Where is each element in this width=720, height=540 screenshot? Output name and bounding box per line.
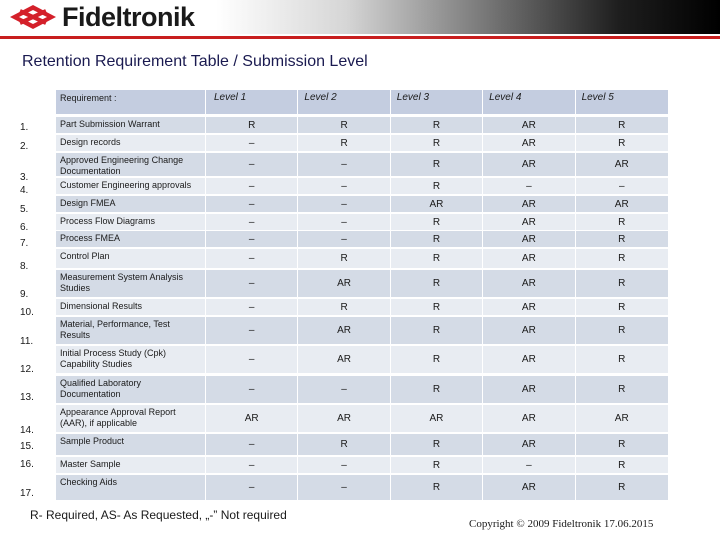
level-4-cell: AR bbox=[483, 196, 575, 212]
level-2-cell: – bbox=[298, 457, 390, 473]
row-number: 6. bbox=[20, 222, 29, 233]
level-2-cell: – bbox=[298, 475, 390, 500]
table-row bbox=[56, 345, 668, 373]
level-1-cell: – bbox=[206, 475, 298, 500]
level-5-cell: R bbox=[618, 354, 626, 365]
level-3-cell: R bbox=[391, 475, 483, 500]
level-1-cell: – bbox=[206, 231, 298, 247]
table-row bbox=[56, 298, 668, 315]
row-number: 15. bbox=[20, 441, 34, 452]
requirement-cell: Measurement System Analysis Studies bbox=[56, 270, 206, 297]
level-5-cell: R bbox=[618, 301, 626, 313]
level-2-cell: AR bbox=[298, 317, 390, 344]
level-5-cell: AR bbox=[614, 198, 629, 210]
level-1-cell: – bbox=[206, 153, 298, 176]
table-row bbox=[56, 152, 668, 176]
level-2-cell: R bbox=[298, 434, 390, 455]
level-5-cell: R bbox=[618, 137, 626, 149]
requirement-cell: Master Sample bbox=[56, 457, 206, 473]
level-2-cell: – bbox=[298, 214, 390, 230]
level-2-cell: – bbox=[298, 231, 390, 247]
level-3-cell: R bbox=[391, 249, 483, 268]
level-4-cell: – bbox=[483, 457, 575, 473]
level-3-cell: R bbox=[391, 231, 483, 247]
row-number: 2. bbox=[20, 141, 29, 152]
level-5-cell: AR bbox=[614, 413, 629, 424]
level-2-cell: – bbox=[298, 376, 390, 403]
row-number: 16. bbox=[20, 459, 34, 470]
level-5-cell: R bbox=[618, 278, 626, 289]
level-3-cell: R bbox=[391, 270, 483, 297]
legend-text: R- Required, AS- As Requested, „-” Not required bbox=[30, 508, 287, 522]
level-3-cell: AR bbox=[391, 196, 483, 212]
level-2-cell: R bbox=[298, 117, 390, 133]
requirement-cell: Dimensional Results bbox=[56, 299, 206, 315]
level-header: Level 3 bbox=[391, 90, 483, 114]
level-4-cell: AR bbox=[483, 270, 575, 297]
header-divider bbox=[0, 36, 720, 39]
level-1-cell: – bbox=[206, 214, 298, 230]
level-4-cell: – bbox=[483, 178, 575, 194]
level-4-cell: AR bbox=[483, 135, 575, 151]
level-5-cell: – bbox=[618, 180, 625, 192]
level-3-cell: R bbox=[391, 153, 483, 176]
row-number: 8. bbox=[20, 261, 29, 272]
level-2-cell: AR bbox=[298, 346, 390, 373]
level-2-cell: R bbox=[298, 299, 390, 315]
requirement-cell: Initial Process Study (Cpk) Capability Studies bbox=[56, 346, 206, 373]
level-5-cell: R bbox=[618, 119, 626, 131]
level-3-cell: R bbox=[391, 135, 483, 151]
level-5-cell: R bbox=[618, 439, 626, 450]
level-2-cell: AR bbox=[298, 270, 390, 297]
requirement-cell: Sample Product bbox=[56, 434, 206, 455]
level-2-cell: R bbox=[298, 135, 390, 151]
requirement-cell: Appearance Approval Report (AAR), if applicable bbox=[56, 405, 206, 432]
level-5-cell: R bbox=[618, 459, 626, 471]
level-3-cell: R bbox=[391, 117, 483, 133]
row-number: 14. bbox=[20, 425, 34, 436]
level-1-cell: – bbox=[206, 346, 298, 373]
row-number: 17. bbox=[20, 488, 34, 499]
level-3-cell: R bbox=[391, 457, 483, 473]
row-number: 9. bbox=[20, 289, 29, 300]
table-row bbox=[56, 474, 668, 500]
row-number: 1. bbox=[20, 122, 29, 133]
requirement-cell: Qualified Laboratory Documentation bbox=[56, 376, 206, 403]
table-row bbox=[56, 116, 668, 133]
table-row bbox=[56, 248, 668, 268]
level-1-cell: – bbox=[206, 135, 298, 151]
level-5-cell: AR bbox=[614, 159, 629, 170]
table-row bbox=[56, 375, 668, 403]
level-3-cell: R bbox=[391, 299, 483, 315]
table-row bbox=[56, 433, 668, 455]
level-1-cell: – bbox=[206, 434, 298, 455]
requirement-cell: Control Plan bbox=[56, 249, 206, 268]
level-2-cell: – bbox=[298, 178, 390, 194]
level-1-cell: – bbox=[206, 457, 298, 473]
page-title: Retention Requirement Table / Submission Level bbox=[22, 53, 368, 70]
table-row bbox=[56, 404, 668, 432]
level-2-cell: R bbox=[298, 249, 390, 268]
level-3-cell: R bbox=[391, 376, 483, 403]
requirement-cell: Customer Engineering approvals bbox=[56, 178, 206, 194]
level-4-cell: AR bbox=[483, 434, 575, 455]
requirement-header: Requirement : bbox=[56, 90, 206, 114]
table-row bbox=[56, 230, 668, 247]
level-1-cell: – bbox=[206, 317, 298, 344]
brand-name: Fideltronik bbox=[62, 2, 195, 32]
level-3-cell: R bbox=[391, 178, 483, 194]
level-3-cell: R bbox=[391, 214, 483, 230]
level-5-cell: R bbox=[618, 482, 626, 493]
level-3-cell: R bbox=[391, 317, 483, 344]
level-4-cell: AR bbox=[483, 214, 575, 230]
requirement-cell: Material, Performance, Test Results bbox=[56, 317, 206, 344]
level-4-cell: AR bbox=[483, 231, 575, 247]
level-2-cell: – bbox=[298, 153, 390, 176]
level-3-cell: AR bbox=[391, 405, 483, 432]
requirement-cell: Design FMEA bbox=[56, 196, 206, 212]
requirement-cell: Part Submission Warrant bbox=[56, 117, 206, 133]
copyright-text: Copyright © 2009 Fideltronik 17.06.2015 bbox=[469, 518, 654, 530]
level-1-cell: – bbox=[206, 249, 298, 268]
requirement-cell: Approved Engineering Change Documentation bbox=[56, 153, 206, 176]
level-3-cell: R bbox=[391, 434, 483, 455]
table-row bbox=[56, 269, 668, 297]
level-4-cell: AR bbox=[483, 475, 575, 500]
requirement-cell: Process FMEA bbox=[56, 231, 206, 247]
level-header: Level 1 bbox=[206, 90, 298, 114]
row-number: 13. bbox=[20, 392, 34, 403]
header-bar bbox=[0, 0, 720, 34]
row-number-column bbox=[0, 0, 56, 540]
level-5-cell: R bbox=[618, 253, 626, 264]
level-5-cell: R bbox=[618, 216, 626, 228]
level-1-cell: – bbox=[206, 376, 298, 403]
level-2-cell: AR bbox=[298, 405, 390, 432]
level-5-cell: R bbox=[618, 233, 626, 245]
table-row bbox=[56, 177, 668, 194]
table-row bbox=[56, 456, 668, 473]
requirement-cell: Checking Aids bbox=[56, 475, 206, 500]
level-4-cell: AR bbox=[483, 317, 575, 344]
level-header: Level 2 bbox=[298, 90, 390, 114]
row-number: 3. bbox=[20, 172, 29, 183]
level-5-cell: R bbox=[618, 325, 626, 336]
row-number: 10. bbox=[20, 307, 34, 318]
row-number: 5. bbox=[20, 204, 29, 215]
row-number: 4. bbox=[20, 185, 29, 196]
requirement-cell: Design records bbox=[56, 135, 206, 151]
level-1-cell: – bbox=[206, 299, 298, 315]
table-row bbox=[56, 213, 668, 230]
level-1-cell: AR bbox=[206, 405, 298, 432]
level-2-cell: – bbox=[298, 196, 390, 212]
row-number: 11. bbox=[20, 336, 34, 347]
level-1-cell: – bbox=[206, 270, 298, 297]
level-1-cell: R bbox=[206, 117, 298, 133]
row-number: 12. bbox=[20, 364, 34, 375]
table-row bbox=[56, 316, 668, 344]
level-4-cell: AR bbox=[483, 299, 575, 315]
level-3-cell: R bbox=[391, 346, 483, 373]
level-1-cell: – bbox=[206, 196, 298, 212]
level-header: Level 5 bbox=[581, 92, 614, 103]
level-4-cell: AR bbox=[483, 249, 575, 268]
requirement-cell: Process Flow Diagrams bbox=[56, 214, 206, 230]
level-4-cell: AR bbox=[483, 376, 575, 403]
level-4-cell: AR bbox=[483, 405, 575, 432]
table-row bbox=[56, 195, 668, 212]
level-5-cell: R bbox=[618, 384, 626, 395]
row-number: 7. bbox=[20, 238, 29, 249]
level-4-cell: AR bbox=[483, 346, 575, 373]
level-4-cell: AR bbox=[483, 117, 575, 133]
table-row bbox=[56, 134, 668, 151]
table-header-row bbox=[56, 89, 668, 114]
level-4-cell: AR bbox=[483, 153, 575, 176]
level-1-cell: – bbox=[206, 178, 298, 194]
level-header: Level 4 bbox=[483, 90, 575, 114]
